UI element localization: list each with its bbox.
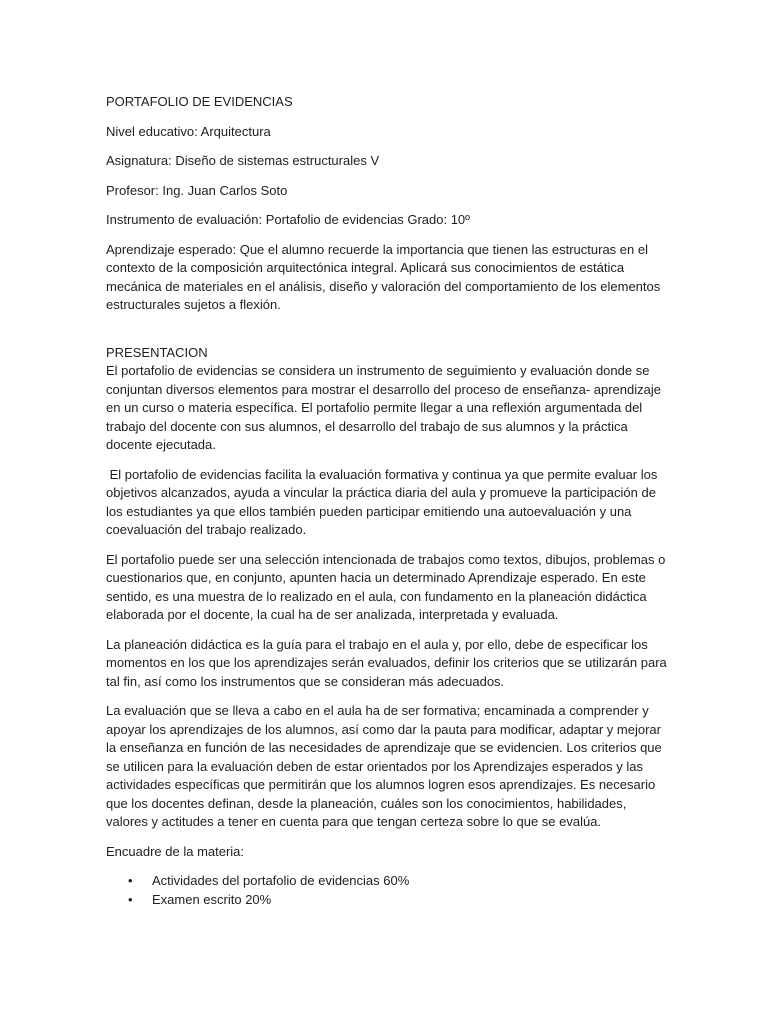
bullet-icon: •	[128, 873, 133, 888]
instrumento-evaluacion: Instrumento de evaluación: Portafolio de evidencias Grado: 10º	[106, 212, 470, 227]
presentacion-paragraph-3: El portafolio puede ser una selección intencionada de trabajos como textos, dibujos, problemas o cuestionarios que, en conjunto, apunten hacia un determinado Aprendizaje esperado. En este sentido, es una muestra de lo realizado en el aula, con fundamento en la planeación didáctica elaborada por el docente, la cual ha de ser analizada, interpretada y evaluada.	[106, 551, 666, 622]
document-title: PORTAFOLIO DE EVIDENCIAS	[106, 94, 293, 109]
presentacion-section	[106, 344, 668, 455]
list-item	[106, 872, 668, 891]
encuadre-list	[106, 872, 668, 909]
presentacion-paragraph-5: La evaluación que se lleva a cabo en el aula ha de ser formativa; encaminada a comprender y apoyar los aprendizajes de los alumnos, así como dar la pauta para modificar, adaptar y mejorar la enseñanza en función de las necesidades de aprendizaje que se evidencien. Los criterios que se utilicen para la evaluación deben de estar orientados por los Aprendizajes esperados y las actividades específicas que permitirán que los alumnos logren esos aprendizajes. Es necesario que los docentes definan, desde la planeación, cuáles son los conocimientos, habilidades, valores y actitudes a tener en cuenta para que tengan certeza sobre lo que se evalúa.	[106, 703, 662, 829]
aprendizaje-esperado: Aprendizaje esperado: Que el alumno recuerde la importancia que tienen las estructuras en el contexto de la composición arquitectónica integral. Aplicará sus conocimientos de estática mecánica de materiales en el análisis, diseño y valoración del comportamiento de los elementos estructurales sujetos a flexión.	[106, 241, 661, 312]
presentacion-paragraph-2: El portafolio de evidencias facilita la evaluación formativa y continua ya que permite evaluar los objetivos alcanzados, ayuda a vincular la práctica diaria del aula y promueve la participación de los estudiantes ya que ellos también pueden participar emitiendo una autoevaluación y una coevaluación del trabajo realizado.	[106, 466, 661, 537]
presentacion-paragraph-4: La planeación didáctica es la guía para el trabajo en el aula y, por ello, debe de especificar los momentos en los que los aprendizajes serán evaluados, definir los criterios que se utilizarán para tal fin, así como los instrumentos que se consideran más adecuados.	[106, 636, 667, 689]
nivel-educativo: Nivel educativo: Arquitectura	[106, 123, 271, 139]
asignatura: Asignatura: Diseño de sistemas estructurales V	[106, 153, 380, 168]
list-item	[106, 891, 668, 910]
encuadre-title: Encuadre de la materia:	[106, 843, 245, 859]
list-item-text: Actividades del portafolio de evidencias 60%	[152, 873, 410, 888]
presentacion-paragraph-1: El portafolio de evidencias se considera un instrumento de seguimiento y evaluación donde se conjuntan diversos elementos para mostrar el desarrollo del proceso de enseñanza- aprendizaje en un curso o materia específica. El portafolio permite llegar a una reflexión argumentada del trabajo del docente con sus alumnos, el desarrollo del trabajo de sus alumnos y la práctica docente ejecutada.	[106, 363, 661, 452]
bullet-icon: •	[128, 891, 133, 907]
list-item-text: Examen escrito 20%	[152, 891, 272, 907]
presentacion-title: PRESENTACION	[106, 344, 208, 360]
profesor: Profesor: Ing. Juan Carlos Soto	[106, 182, 288, 198]
